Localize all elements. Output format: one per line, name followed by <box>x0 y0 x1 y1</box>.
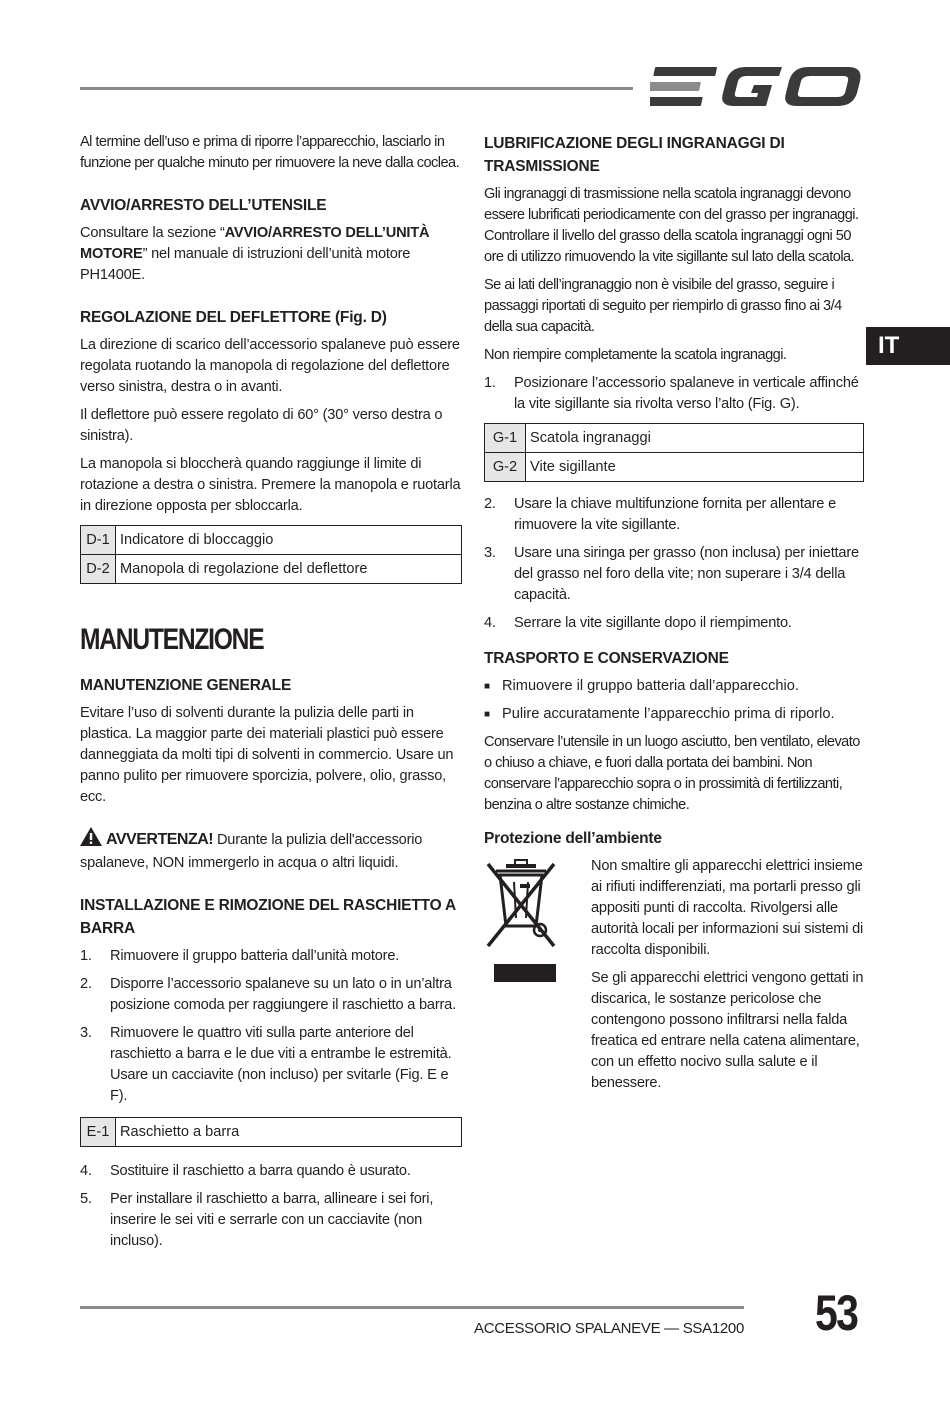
square-bullet-icon: ■ <box>484 709 491 720</box>
generale-heading: MANUTENZIONE GENERALE <box>80 677 292 694</box>
deflettore-paragraph-3: La manopola si bloccherà quando raggiunge il limite di rotazione a destra o sinistra. Premere la manopola e ruotarla in direzione opposta per sbloccarla. <box>80 456 461 514</box>
page-number: 53 <box>815 1285 858 1341</box>
trasporto-heading: TRASPORTO E CONSERVAZIONE <box>484 650 729 667</box>
manutenzione-title: MANUTENZIONE <box>80 623 264 656</box>
avvio-heading: AVVIO/ARRESTO DELL’UTENSILE <box>80 197 327 214</box>
part-code: D-2 <box>81 555 116 584</box>
table-row <box>81 555 462 584</box>
lubrificazione-heading: LUBRIFICAZIONE DEGLI INGRANAGGI DI TRASMISSIONE <box>484 135 785 175</box>
right-column <box>484 132 864 1101</box>
table-row <box>485 424 864 453</box>
footer-title: ACCESSORIO SPALANEVE — SSA1200 <box>474 1320 745 1337</box>
table-row <box>485 453 864 482</box>
list-item: 4. Serrare la vite sigillante dopo il riempimento. <box>484 615 792 631</box>
part-label: Indicatore di bloccaggio <box>116 526 462 555</box>
language-tab: IT <box>866 327 950 365</box>
lubrificazione-paragraph-3: Non riempire completamente la scatola ingranaggi. <box>484 347 787 363</box>
lubrificazione-paragraph-2: Se ai lati dell’ingranaggio non è visibile del grasso, seguire i passaggi riportati di seguito per riempirlo di grasso fino ai 3/4 della sua capacità. <box>484 277 842 335</box>
raschietto-steps-continued <box>80 1161 462 1252</box>
part-label: Raschietto a barra <box>116 1118 462 1147</box>
part-code: G-1 <box>485 424 526 453</box>
part-code: D-1 <box>81 526 116 555</box>
ambiente-paragraph-2: Se gli apparecchi elettrici vengono gettati in discarica, le sostanze pericolose che contengono possono infiltrarsi nella falda freatica ed entrare nella catena alimentare, con un effetto nocivo sulla salute e il benessere. <box>591 970 864 1091</box>
avvio-paragraph: Consultare la sezione “AVVIO/ARRESTO DELL’UNITÀ MOTORE” nel manuale di istruzioni dell’unità motore PH1400E. <box>80 225 430 283</box>
left-column <box>80 132 462 1259</box>
ambiente-section <box>484 856 864 1101</box>
part-label: Manopola di regolazione del deflettore <box>116 555 462 584</box>
ego-logo <box>650 63 862 116</box>
raschietto-parts-table <box>80 1117 462 1147</box>
table-row <box>81 526 462 555</box>
list-item: ■ Pulire accuratamente l’apparecchio prima di riporlo. <box>484 704 864 725</box>
list-item: 1. Posizionare l’accessorio spalaneve in verticale affinché la vite sigillante sia rivolta verso l’alto (Fig. G). <box>484 375 859 412</box>
list-item: 1. Rimuovere il gruppo batteria dall’unità motore. <box>80 948 400 964</box>
ambiente-paragraph-1: Non smaltire gli apparecchi elettrici insieme ai rifiuti indifferenziati, ma portarli presso gli appositi punti di raccolta. Rivolgersi alle autorità locali per informazioni sui sistemi di raccolta disponibili. <box>591 858 864 958</box>
weee-bin-icon <box>484 856 591 1101</box>
list-item: 2. Usare la chiave multifunzione fornita per allentare e rimuovere la vite sigillante. <box>484 496 836 533</box>
raschietto-heading: INSTALLAZIONE E RIMOZIONE DEL RASCHIETTO A BARRA <box>80 897 456 937</box>
part-label: Scatola ingranaggi <box>526 424 864 453</box>
ambiente-text <box>591 856 864 1101</box>
warning-triangle-icon <box>80 827 102 853</box>
deflettore-paragraph-1: La direzione di scarico dell’accessorio spalaneve può essere regolata ruotando la manopola di regolazione del deflettore verso sinistra, destra o in avanti. <box>80 337 460 395</box>
lubrificazione-paragraph-1: Gli ingranaggi di trasmissione nella scatola ingranaggi devono essere lubrificati periodicamente con del grasso per ingranaggi. Controllare il livello del grasso della scatola ingranaggi ogni 50 ore di utilizzo rimuovendo la vite sigillante sul lato della scatola. <box>484 186 859 265</box>
lubrificazione-steps-continued <box>484 494 864 634</box>
square-bullet-icon: ■ <box>484 681 491 692</box>
generale-paragraph: Evitare l’uso di solventi durante la pulizia delle parti in plastica. La maggior parte dei materiali plastici può essere danneggiata da molti tipi di solventi in commercio. Usare un panno pulito per rimuovere sporcizia, polvere, olio, grasso, ecc. <box>80 705 454 805</box>
header-rule <box>80 87 633 90</box>
intro-paragraph: Al termine dell’uso e prima di riporre l’apparecchio, lasciarlo in funzione per qualche minuto per rimuovere la neve dalla coclea. <box>80 134 460 171</box>
list-item: 3. Rimuovere le quattro viti sulla parte anteriore del raschietto a barra e le due viti a entrambe le estremità. Usare un cacciavite (non incluso) per svitarle (Fig. E e F). <box>80 1025 452 1104</box>
warning-paragraph <box>80 827 462 874</box>
trasporto-bullets <box>484 676 864 725</box>
part-label: Vite sigillante <box>526 453 864 482</box>
lubrificazione-parts-table <box>484 423 864 482</box>
warning-label: AVVERTENZA! <box>106 831 214 848</box>
deflettore-heading: REGOLAZIONE DEL DEFLETTORE (Fig. D) <box>80 309 387 326</box>
ambiente-heading: Protezione dell’ambiente <box>484 830 662 847</box>
list-item: 3. Usare una siringa per grasso (non inclusa) per iniettare del grasso nel foro della vite; non superare i 3/4 della capacità. <box>484 545 859 603</box>
trasporto-paragraph: Conservare l’utensile in un luogo asciutto, ben ventilato, elevato o chiuso a chiave, e fuori dalla portata dei bambini. Non conservare l’apparecchio sopra o in prossimità di fertilizzanti, benzina o altre sostanze chimiche. <box>484 734 860 813</box>
list-item: ■ Rimuovere il gruppo batteria dall’apparecchio. <box>484 676 864 697</box>
list-item: 4. Sostituire il raschietto a barra quando è usurato. <box>80 1163 411 1179</box>
deflettore-parts-table <box>80 525 462 584</box>
footer-rule <box>80 1306 744 1309</box>
lubrificazione-steps <box>484 373 864 415</box>
list-item: 5. Per installare il raschietto a barra, allineare i sei fori, inserire le sei viti e serrarle con un cacciavite (non incluso). <box>80 1191 434 1249</box>
part-code: E-1 <box>81 1118 116 1147</box>
list-item: 2. Disporre l’accessorio spalaneve su un lato o in un’altra posizione comoda per raggiungere il raschietto a barra. <box>80 976 456 1013</box>
table-row <box>81 1118 462 1147</box>
deflettore-paragraph-2: Il deflettore può essere regolato di 60° (30° verso destra o sinistra). <box>80 407 443 444</box>
part-code: G-2 <box>485 453 526 482</box>
warning-text: Durante la pulizia dell'accessorio spalaneve, NON immergerlo in acqua o altri liquidi. <box>80 832 423 871</box>
raschietto-steps <box>80 946 462 1107</box>
